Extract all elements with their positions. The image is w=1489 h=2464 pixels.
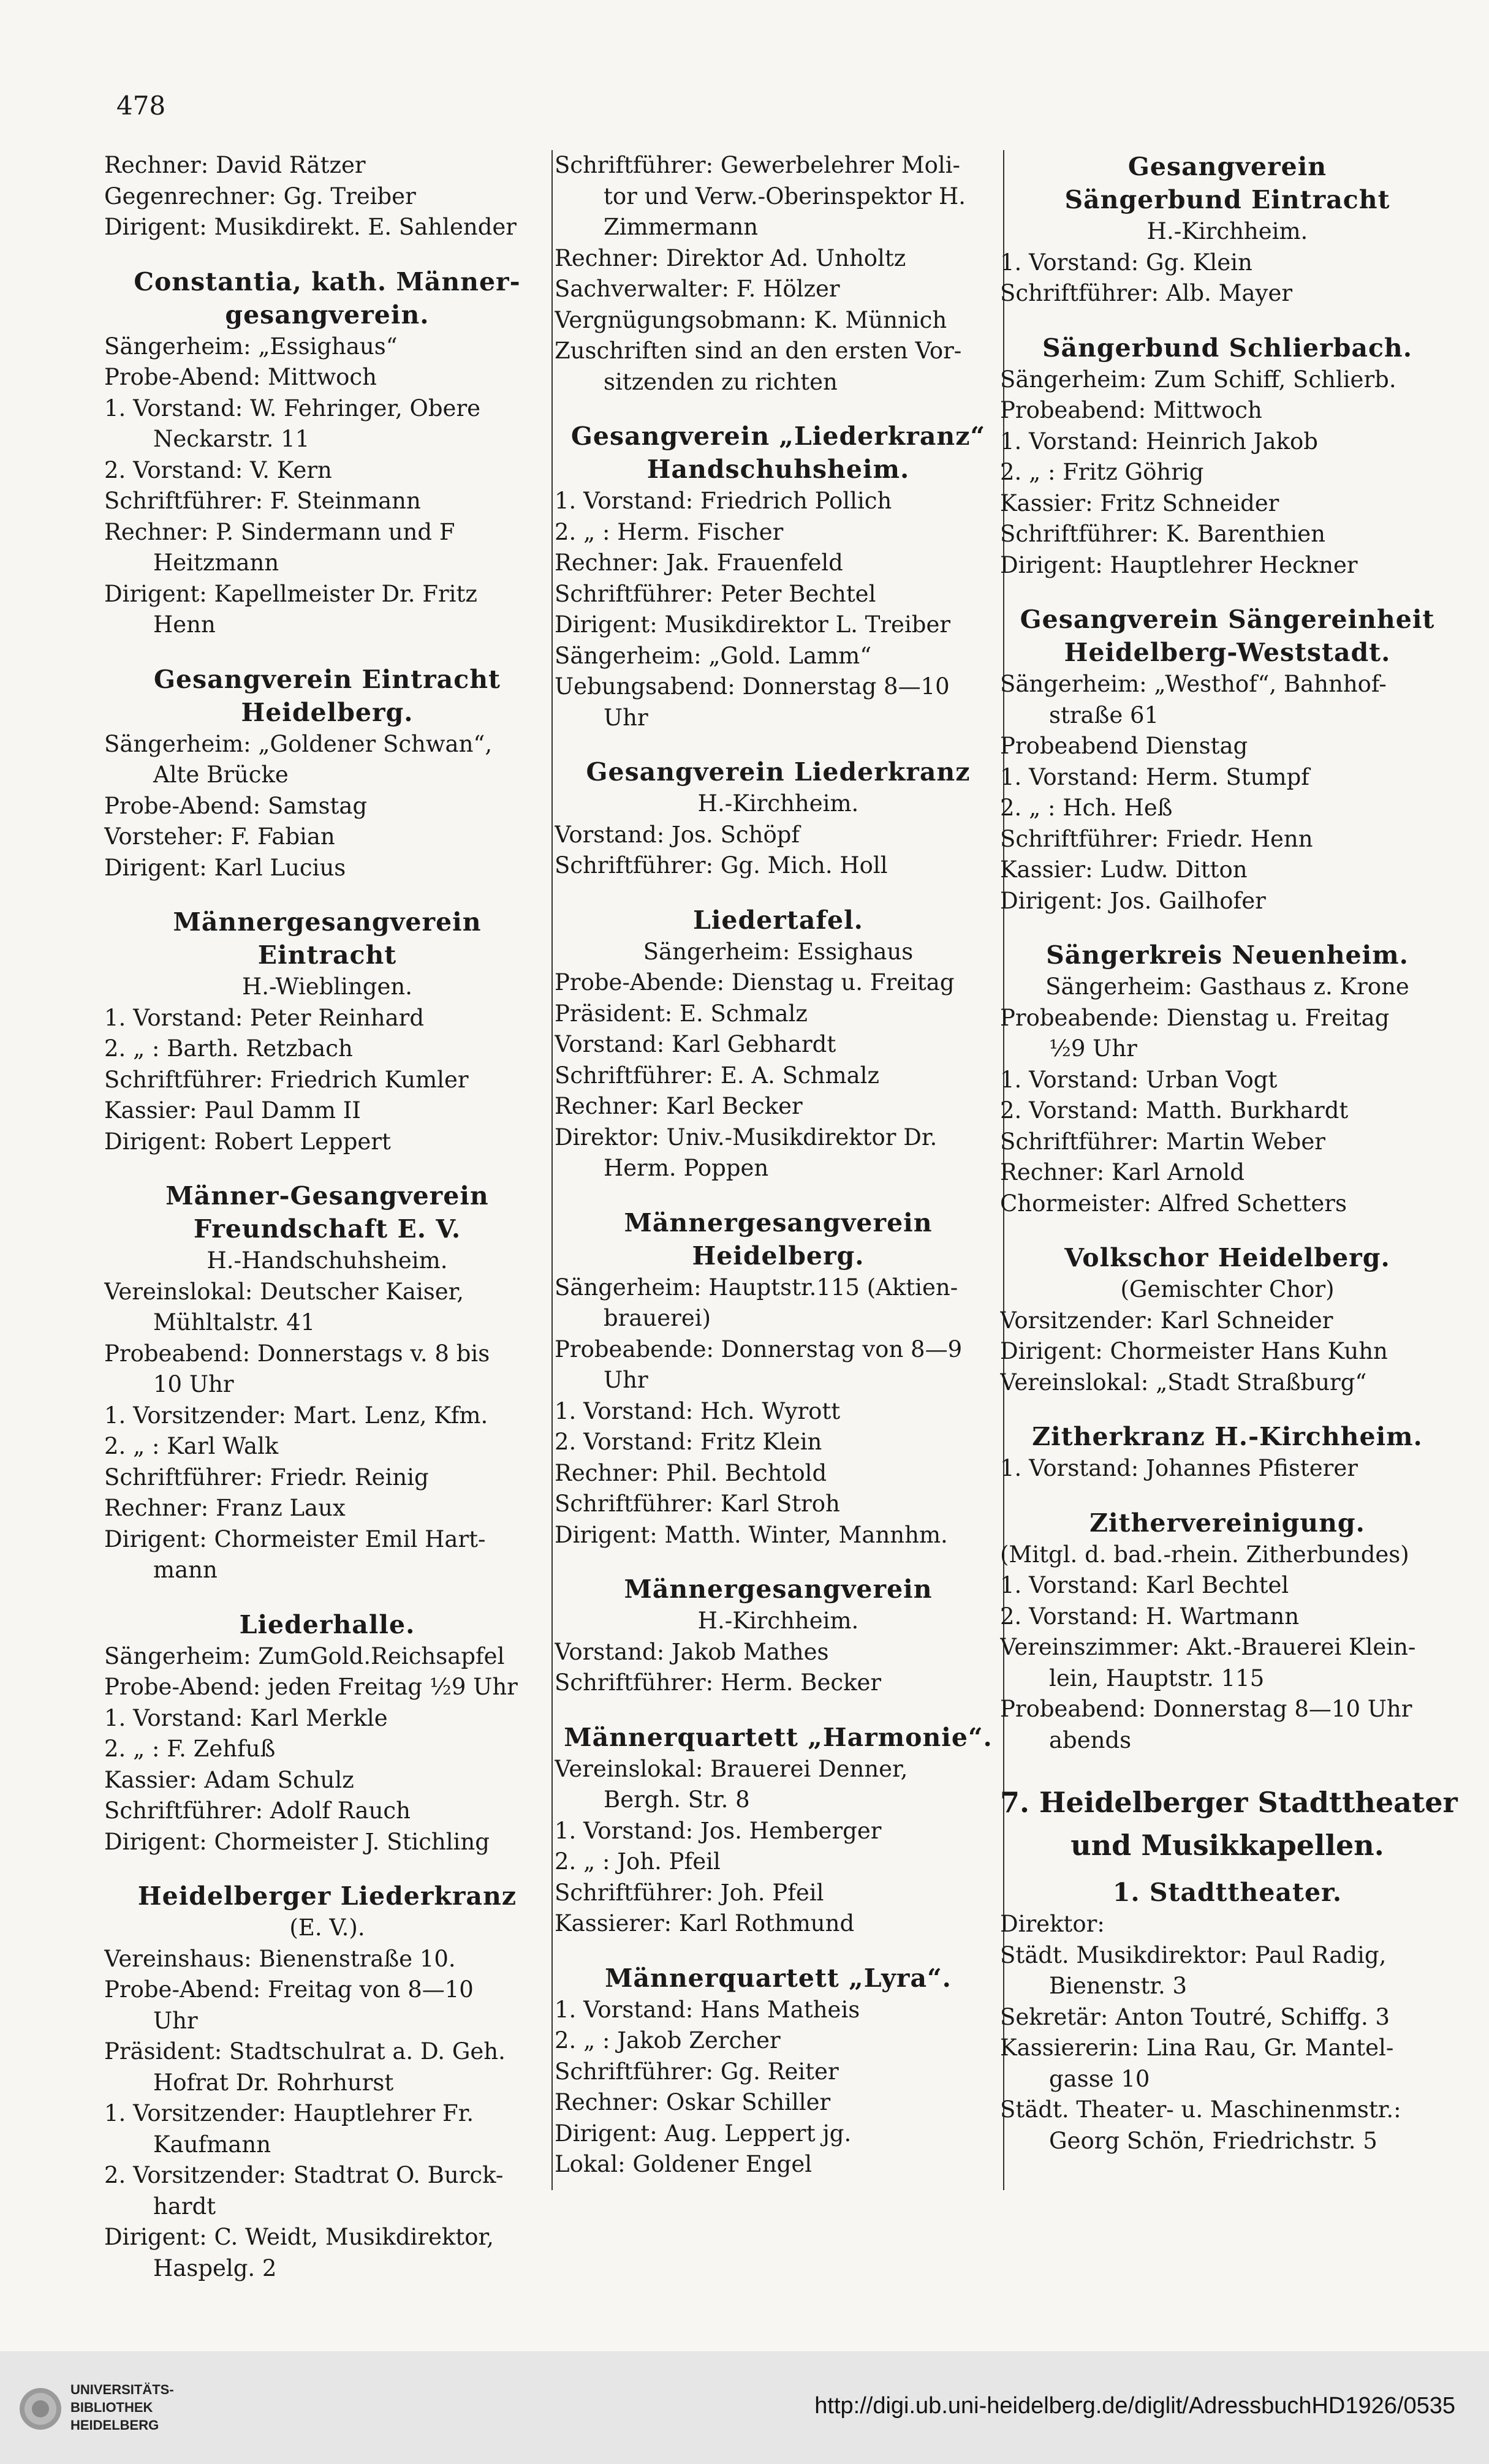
column-divider: [551, 150, 553, 2190]
entry-block: [1000, 603, 1455, 916]
entry-line: Chormeister: Alfred Schetters: [1000, 1190, 1347, 1217]
entry-line: Kassiererin: Lina Rau, Gr. Mantel-: [1000, 2035, 1394, 2061]
entry-line: Vorstand: Jakob Mathes: [555, 1638, 829, 1665]
entry-line: Probe-Abend: jeden Freitag ½9 Uhr: [104, 1674, 518, 1700]
entry-heading: Eintracht: [257, 940, 397, 970]
entry-line: Vorstand: Karl Gebhardt: [555, 1031, 836, 1057]
entry-line: Rechner: Karl Becker: [555, 1093, 803, 1119]
entry-heading: Heidelberger Liederkranz: [137, 1881, 517, 1911]
entry-line: Sängerheim: Zum Schiff, Schlierb.: [1000, 366, 1396, 393]
entry-line: 1. Vorstand: Herm. Stumpf: [1000, 763, 1309, 790]
column-2: [555, 150, 1002, 2180]
entry-line: Kassierer: Karl Rothmund: [555, 1910, 855, 1937]
entry-line: Uhr: [604, 1367, 648, 1393]
entry-line: Schriftführer: Herm. Becker: [555, 1669, 882, 1696]
entry-line: Dirigent: Musikdirekt. E. Sahlender: [104, 214, 517, 240]
entry-line: Schriftführer: Gewerbelehrer Moli-: [555, 152, 961, 178]
entry-line: Alte Brücke: [153, 761, 289, 788]
entry-line: 1. Vorstand: Jos. Hemberger: [555, 1817, 882, 1844]
entry-block: [1000, 1420, 1455, 1484]
spacer: [104, 243, 550, 265]
entry-line: Dirigent: Robert Leppert: [104, 1128, 391, 1155]
entry-line: 2. Vorstand: Matth. Burkhardt: [1000, 1097, 1349, 1124]
entry-line: 1. Vorstand: Urban Vogt: [1000, 1066, 1278, 1093]
entry-line: Direktor:: [1000, 1911, 1105, 1937]
entry-heading: Männergesangverein: [624, 1207, 933, 1238]
entry-line: Präsident: Stadtschulrat a. D. Geh.: [104, 2038, 506, 2065]
entry-line: Probe-Abend: Mittwoch: [104, 364, 377, 390]
spacer: [555, 882, 1002, 904]
entry-line: 1. Vorstand: Friedrich Pollich: [555, 488, 892, 514]
entry-line: Dirigent: Hauptlehrer Heckner: [1000, 551, 1358, 578]
entry-heading: Zithervereinigung.: [1089, 1508, 1365, 1538]
entry-line: Dirigent: Musikdirektor L. Treiber: [555, 611, 951, 638]
entry-heading: Heidelberg.: [692, 1241, 865, 1271]
entry-line: Rechner: Jak. Frauenfeld: [555, 550, 843, 576]
entry-heading: Gesangverein Sängereinheit: [1020, 605, 1435, 634]
entry-line: Rechner: Direktor Ad. Unholtz: [555, 244, 906, 271]
entry-line: ½9 Uhr: [1049, 1035, 1137, 1062]
spacer: [104, 883, 550, 905]
spacer: [1000, 1484, 1455, 1506]
entry-heading: Gesangverein: [1127, 152, 1327, 181]
university-seal-icon: [18, 2387, 63, 2431]
entry-line: Lokal: Goldener Engel: [555, 2151, 813, 2177]
entry-subheading: H.-Wieblingen.: [242, 973, 412, 1000]
spacer: [1000, 1756, 1455, 1778]
entry-block: [104, 1880, 550, 2284]
footer-bar: [0, 2351, 1489, 2464]
entry-heading: Sängerbund Eintracht: [1064, 185, 1390, 214]
entry-subheading: H.-Handschuhsheim.: [206, 1247, 448, 1274]
entry-line: Zuschriften sind an den ersten Vor-: [555, 338, 962, 364]
entry-line: (Mitgl. d. bad.-rhein. Zitherbundes): [1000, 1541, 1409, 1568]
page-number: 478: [116, 91, 166, 121]
entry-heading: 1. Stadttheater.: [1112, 1878, 1343, 1907]
entry-block: [104, 1179, 550, 1586]
entry-line: tor und Verw.-Oberinspektor H.: [604, 183, 966, 210]
entry-subheading: H.-Kirchheim.: [1146, 218, 1308, 244]
spacer: [104, 1586, 550, 1608]
entry-line: Neckarstr. 11: [153, 426, 310, 452]
entry-line: Rechner: Oskar Schiller: [555, 2089, 831, 2115]
entry-heading: Männergesangverein: [173, 907, 482, 937]
entry-line: 2. „ : Hch. Heß: [1000, 795, 1173, 821]
entry-line: 1. Vorstand: Hch. Wyrott: [555, 1397, 841, 1424]
spacer: [1000, 1219, 1455, 1241]
entry-line: Vorsitzender: Karl Schneider: [1000, 1307, 1333, 1334]
entry-line: Städt. Musikdirektor: Paul Radig,: [1000, 1941, 1387, 1968]
spacer: [555, 1184, 1002, 1206]
entry-line: hardt: [153, 2193, 216, 2220]
spacer: [555, 733, 1002, 755]
entry-line: Bergh. Str. 8: [604, 1786, 750, 1813]
entry-heading: Freundschaft E. V.: [193, 1214, 461, 1244]
entry-line: Rechner: David Rätzer: [104, 152, 366, 178]
spacer: [104, 1157, 550, 1179]
entry-line: Kassier: Fritz Schneider: [1000, 489, 1279, 516]
entry-line: Henn: [153, 611, 216, 638]
entry-line: Dirigent: Karl Lucius: [104, 854, 346, 881]
entry-line: Mühltalstr. 41: [153, 1309, 316, 1336]
entry-line: 1. Vorsitzender: Hauptlehrer Fr.: [104, 2100, 474, 2126]
entry-heading: Sängerkreis Neuenheim.: [1046, 940, 1409, 970]
library-logo-text: [70, 2381, 174, 2434]
entry-block: [104, 663, 550, 884]
section-heading: und Musikkapellen.: [1070, 1829, 1384, 1862]
entry-heading: Liedertafel.: [693, 905, 863, 935]
entry-block: [555, 1573, 1002, 1699]
entry-line: Uhr: [153, 2007, 198, 2034]
entry-line: straße 61: [1049, 701, 1159, 728]
entry-line: Vorstand: Jos. Schöpf: [555, 821, 800, 848]
entry-block: [1000, 1784, 1458, 2156]
entry-heading: Handschuhsheim.: [646, 455, 910, 484]
entry-heading: gesangverein.: [225, 300, 430, 330]
entry-line: lein, Hauptstr. 115: [1049, 1665, 1265, 1691]
entry-line: Rechner: Phil. Bechtold: [555, 1459, 827, 1486]
entry-line: Schriftführer: K. Barenthien: [1000, 521, 1325, 547]
entry-line: 1. Vorstand: Karl Bechtel: [1000, 1572, 1289, 1598]
entry-line: Probeabend: Mittwoch: [1000, 397, 1262, 423]
entry-line: Dirigent: Aug. Leppert jg.: [555, 2120, 852, 2147]
entry-line: Uebungsabend: Donnerstag 8—10: [555, 673, 950, 700]
entry-block: [1000, 331, 1455, 581]
entry-line: Sängerheim: ZumGold.Reichsapfel: [104, 1642, 505, 1669]
entry-line: Probe-Abende: Dienstag u. Freitag: [555, 969, 955, 996]
entry-line: Schriftführer: Gg. Mich. Holl: [555, 852, 888, 879]
entry-subheading: H.-Kirchheim.: [697, 1608, 859, 1634]
logo-line: UNIVERSITÄTS-: [70, 2382, 174, 2397]
entry-line: Schriftführer: Friedr. Henn: [1000, 825, 1313, 852]
entry-line: Herm. Poppen: [604, 1155, 769, 1181]
entry-line: Schriftführer: F. Steinmann: [104, 488, 421, 514]
entry-block: [1000, 150, 1455, 309]
entry-line: Sachverwalter: F. Hölzer: [555, 276, 840, 302]
entry-block: [1000, 939, 1455, 1219]
source-url[interactable]: http://digi.ub.uni-heidelberg.de/diglit/AdressbuchHD1926/0535: [814, 2393, 1455, 2419]
entry-line: Vereinslokal: Brauerei Denner,: [555, 1755, 908, 1782]
entry-line: Kassier: Adam Schulz: [104, 1766, 354, 1793]
entry-line: 2. Vorsitzender: Stadtrat O. Burck-: [104, 2162, 504, 2188]
entry-line: Dirigent: Jos. Gailhofer: [1000, 887, 1266, 914]
entry-subheading: Sängerheim: Essighaus: [643, 938, 914, 965]
entry-line: Vereinszimmer: Akt.-Brauerei Klein-: [1000, 1634, 1416, 1660]
entry-block: [555, 150, 1002, 398]
entry-heading: Constantia, kath. Männer-: [134, 266, 521, 297]
entry-line: Schriftführer: Peter Bechtel: [555, 580, 876, 607]
entry-line: Uhr: [604, 704, 648, 731]
entry-line: 1. Vorstand: Karl Merkle: [104, 1704, 388, 1731]
spacer: [1000, 581, 1455, 603]
entry-heading: Männer-Gesangverein: [165, 1181, 489, 1211]
entry-line: 2. Vorstand: Fritz Klein: [555, 1429, 822, 1455]
entry-line: Schriftführer: E. A. Schmalz: [555, 1062, 879, 1089]
logo-line: BIBLIOTHEK: [70, 2400, 153, 2415]
entry-line: Sängerheim: „Gold. Lamm“: [555, 642, 872, 669]
entry-line: Probe-Abend: Freitag von 8—10: [104, 1976, 474, 2003]
entry-block: [1000, 1241, 1455, 1398]
entry-line: Sängerheim: „Westhof“, Bahnhof-: [1000, 671, 1387, 697]
entry-line: Probeabende: Donnerstag von 8—9: [555, 1336, 963, 1362]
entry-heading: Heidelberg-Weststadt.: [1064, 638, 1391, 667]
entry-line: 1. Vorsitzender: Mart. Lenz, Kfm.: [104, 1402, 488, 1429]
logo-line: HEIDELBERG: [70, 2417, 159, 2433]
entry-block: [555, 420, 1002, 733]
entry-block: [1000, 1506, 1455, 1756]
entry-heading: Gesangverein „Liederkranz“: [570, 421, 986, 451]
entry-line: Zimmermann: [604, 214, 759, 240]
entry-line: brauerei): [604, 1305, 711, 1331]
entry-line: abends: [1049, 1726, 1132, 1753]
entry-subheading: (E. V.).: [289, 1914, 365, 1941]
entry-line: Dirigent: Chormeister Emil Hart-: [104, 1525, 486, 1552]
entry-line: Georg Schön, Friedrichstr. 5: [1049, 2127, 1377, 2154]
spacer: [1000, 1398, 1455, 1420]
entry-line: Schriftführer: Joh. Pfeil: [555, 1879, 824, 1906]
entry-line: Kassier: Ludw. Ditton: [1000, 856, 1248, 883]
entry-line: 1. Vorstand: Heinrich Jakob: [1000, 428, 1318, 455]
entry-heading: Gesangverein Liederkranz: [586, 757, 971, 787]
entry-line: Dirigent: C. Weidt, Musikdirektor,: [104, 2224, 494, 2250]
entry-line: Sängerheim: „Goldener Schwan“,: [104, 730, 493, 757]
entry-block: [555, 755, 1002, 882]
entry-line: Sängerheim: Hauptstr.115 (Aktien-: [555, 1274, 958, 1301]
entry-line: Dirigent: Chormeister J. Stichling: [104, 1828, 490, 1855]
entry-line: 2. „ : F. Zehfuß: [104, 1736, 276, 1762]
entry-line: Präsident: E. Schmalz: [555, 1000, 808, 1027]
entry-line: 2. „ : Jakob Zercher: [555, 2027, 781, 2054]
entry-line: 2. „ : Barth. Retzbach: [104, 1035, 353, 1062]
spacer: [104, 641, 550, 663]
entry-heading: Zitherkranz H.-Kirchheim.: [1032, 1422, 1423, 1451]
entry-line: Hofrat Dr. Rohrhurst: [153, 2069, 394, 2096]
entry-line: Heitzmann: [153, 550, 279, 576]
entry-line: Vergnügungsobmann: K. Münnich: [555, 306, 947, 333]
entry-line: 1. Vorstand: Gg. Klein: [1000, 249, 1252, 276]
entry-line: Probeabend Dienstag: [1000, 733, 1248, 759]
entry-block: [555, 1962, 1002, 2180]
entry-line: Städt. Theater- u. Maschinenmstr.:: [1000, 2096, 1401, 2123]
entry-line: Sekretär: Anton Toutré, Schiffg. 3: [1000, 2003, 1390, 2030]
entry-subheading: H.-Kirchheim.: [697, 790, 859, 817]
entry-line: Schriftführer: Gg. Reiter: [555, 2058, 839, 2085]
entry-line: Sängerheim: „Essighaus“: [104, 333, 398, 360]
entry-line: Vereinslokal: „Stadt Straßburg“: [1000, 1369, 1367, 1396]
entry-block: [555, 1721, 1002, 1940]
entry-block: [104, 265, 550, 641]
entry-line: Haspelg. 2: [153, 2254, 277, 2281]
entry-line: Probeabende: Dienstag u. Freitag: [1000, 1004, 1390, 1031]
entry-line: 10 Uhr: [153, 1371, 234, 1397]
entry-line: Dirigent: Matth. Winter, Mannhm.: [555, 1521, 948, 1548]
entry-line: 2. „ : Joh. Pfeil: [555, 1848, 721, 1875]
entry-line: Vereinshaus: Bienenstraße 10.: [104, 1945, 456, 1972]
entry-line: Schriftführer: Adolf Rauch: [104, 1797, 411, 1824]
spacer: [1000, 916, 1455, 939]
entry-block: [104, 150, 550, 243]
entry-line: Kaufmann: [153, 2131, 271, 2158]
entry-line: Vereinslokal: Deutscher Kaiser,: [104, 1278, 464, 1305]
entry-line: Rechner: Franz Laux: [104, 1495, 346, 1521]
entry-heading: Männerquartett „Harmonie“.: [564, 1722, 993, 1752]
entry-line: Kassier: Paul Damm II: [104, 1097, 361, 1124]
entry-block: [104, 1608, 550, 1858]
entry-line: Dirigent: Kapellmeister Dr. Fritz: [104, 580, 477, 607]
section-heading: 7. Heidelberger Stadttheater: [1000, 1786, 1458, 1819]
entry-line: 1. Vorstand: W. Fehringer, Obere: [104, 395, 481, 421]
entry-subheading: Sängerheim: Gasthaus z. Krone: [1045, 973, 1409, 1000]
entry-line: Probe-Abend: Samstag: [104, 792, 368, 819]
entry-line: 2. „ : Karl Walk: [104, 1433, 279, 1459]
spacer: [555, 1940, 1002, 1962]
spacer: [555, 398, 1002, 420]
entry-line: 1. Vorstand: Johannes Pfisterer: [1000, 1455, 1358, 1481]
entry-block: [104, 905, 550, 1157]
spacer: [104, 1857, 550, 1880]
entry-heading: Volkschor Heidelberg.: [1064, 1243, 1390, 1272]
entry-heading: Liederhalle.: [239, 1609, 415, 1639]
entry-heading: Gesangverein Eintracht: [154, 664, 501, 694]
entry-line: Rechner: Karl Arnold: [1000, 1159, 1245, 1185]
entry-line: 1. Vorstand: Hans Matheis: [555, 1996, 860, 2023]
entry-line: 2. Vorstand: V. Kern: [104, 456, 332, 483]
entry-line: Probeabend: Donnerstags v. 8 bis: [104, 1340, 490, 1367]
spacer: [555, 1699, 1002, 1721]
entry-line: Dirigent: Chormeister Hans Kuhn: [1000, 1338, 1388, 1364]
entry-line: 2. „ : Fritz Göhrig: [1000, 459, 1204, 485]
entry-heading: Sängerbund Schlierbach.: [1042, 333, 1413, 363]
entry-line: Schriftführer: Martin Weber: [1000, 1128, 1325, 1155]
entry-line: mann: [153, 1557, 218, 1583]
entry-line: Direktor: Univ.-Musikdirektor Dr.: [555, 1124, 938, 1151]
entry-line: Vorsteher: F. Fabian: [104, 823, 335, 850]
entry-subheading: (Gemischter Chor): [1120, 1276, 1335, 1302]
entry-line: Bienenstr. 3: [1049, 1973, 1188, 1999]
entry-line: Schriftführer: Karl Stroh: [555, 1491, 840, 1517]
entry-block: [555, 904, 1002, 1184]
entry-line: Schriftführer: Friedrich Kumler: [104, 1066, 469, 1093]
entry-line: 1. Vorstand: Peter Reinhard: [104, 1004, 425, 1031]
spacer: [555, 1551, 1002, 1573]
entry-heading: Männerquartett „Lyra“.: [605, 1963, 952, 1993]
entry-line: 2. „ : Herm. Fischer: [555, 518, 784, 545]
entry-line: Gegenrechner: Gg. Treiber: [104, 183, 416, 210]
entry-line: Schriftführer: Alb. Mayer: [1000, 280, 1293, 306]
entry-line: Probeabend: Donnerstag 8—10 Uhr: [1000, 1696, 1412, 1722]
entry-line: Rechner: P. Sindermann und F: [104, 518, 455, 545]
entry-line: gasse 10: [1049, 2065, 1150, 2092]
entry-heading: Männergesangverein: [624, 1574, 933, 1604]
entry-heading: Heidelberg.: [241, 697, 414, 727]
spacer: [1000, 309, 1455, 331]
entry-line: sitzenden zu richten: [604, 368, 838, 395]
entry-block: [555, 1206, 1002, 1551]
entry-line: 2. Vorstand: H. Wartmann: [1000, 1603, 1300, 1630]
column-3: [1000, 150, 1458, 2156]
column-1: [104, 150, 550, 2284]
spacer: [1000, 1864, 1455, 1876]
entry-line: Schriftführer: Friedr. Reinig: [104, 1464, 429, 1491]
